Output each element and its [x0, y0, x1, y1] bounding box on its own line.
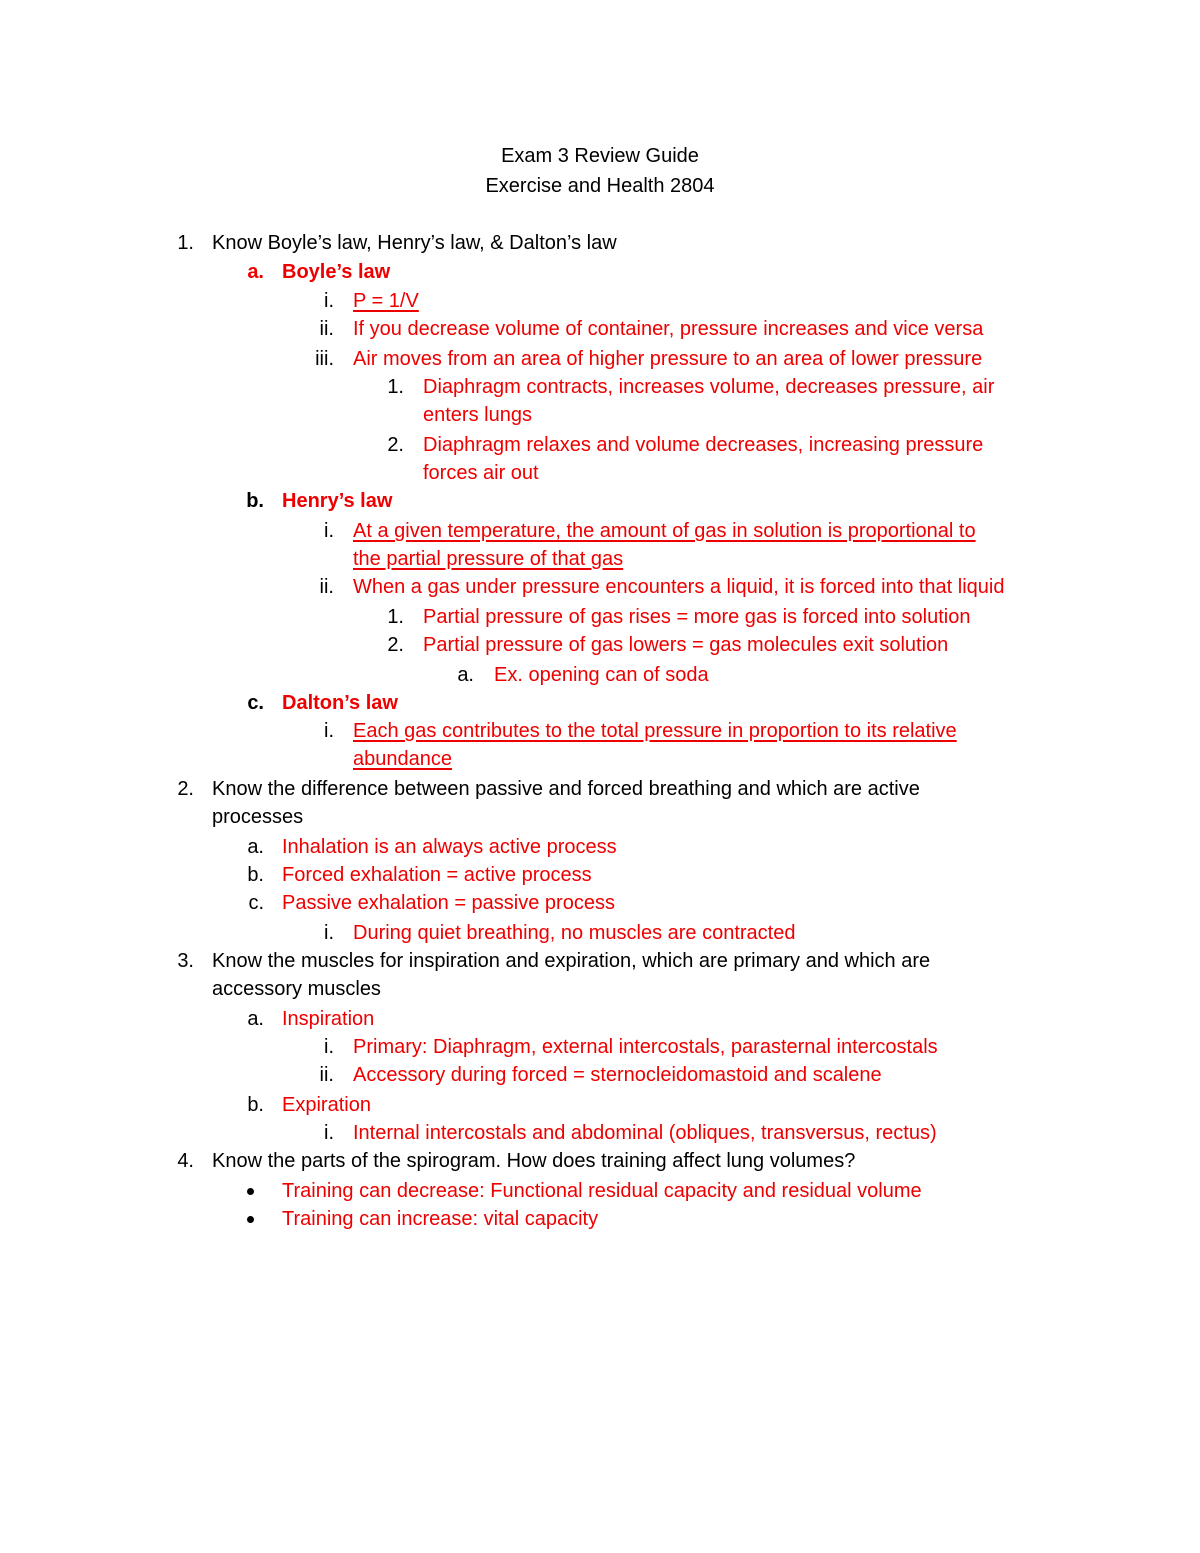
list-item-text: During quiet breathing, no muscles are contracted — [353, 922, 796, 944]
list-item-text: Partial pressure of gas lowers = gas molecules exit solution — [423, 634, 949, 656]
list-marker: ii. — [319, 576, 334, 598]
list-marker: 2. — [177, 778, 194, 800]
list-item-text: Know the difference between passive and forced breathing and which are active — [212, 778, 920, 800]
list-marker: ii. — [319, 318, 334, 340]
list-item-text: Passive exhalation = passive process — [282, 892, 615, 914]
list-item-text: When a gas under pressure encounters a liquid, it is forced into that liquid — [353, 576, 1005, 598]
list-item-text: enters lungs — [423, 404, 532, 426]
list-marker: a. — [457, 664, 474, 686]
list-marker: i. — [324, 720, 334, 742]
list-item-text: Forced exhalation = active process — [282, 864, 592, 886]
list-item-text: Diaphragm relaxes and volume decreases, increasing pressure — [423, 434, 984, 456]
list-item-text: Training can increase: vital capacity — [282, 1208, 599, 1230]
bullet-dot-icon — [247, 1188, 254, 1195]
list-marker: b. — [246, 490, 264, 512]
list-item-text: Inhalation is an always active process — [282, 836, 617, 858]
list-item-text: Accessory during forced = sternocleidomastoid and scalene — [353, 1064, 882, 1086]
list-marker: i. — [324, 1122, 334, 1144]
list-marker: 2. — [387, 434, 404, 456]
list-item-text: Know the muscles for inspiration and expiration, which are primary and which are — [212, 950, 931, 972]
list-item-text: P = 1/V — [353, 290, 419, 312]
list-marker: b. — [247, 864, 264, 886]
list-marker: i. — [324, 1036, 334, 1058]
page-title: Exam 3 Review Guide — [501, 145, 699, 167]
list-marker: c. — [248, 892, 264, 914]
list-item-text: Primary: Diaphragm, external intercostals, parasternal intercostals — [353, 1036, 938, 1058]
list-marker: a. — [247, 836, 264, 858]
list-marker: a. — [247, 1008, 264, 1030]
list-item-text: accessory muscles — [212, 978, 381, 1000]
list-item-text: the partial pressure of that gas — [353, 548, 624, 570]
list-marker: 1. — [387, 376, 404, 398]
list-marker: i. — [324, 520, 334, 542]
list-item-text: Dalton’s law — [282, 692, 398, 714]
list-marker: 2. — [387, 634, 404, 656]
list-marker: 1. — [387, 606, 404, 628]
bullet-dot-icon — [247, 1216, 254, 1223]
list-marker: i. — [324, 290, 334, 312]
list-item-text: forces air out — [423, 462, 539, 484]
list-marker: iii. — [315, 348, 334, 370]
list-item-text: Henry’s law — [282, 490, 393, 512]
list-item-text: Boyle’s law — [282, 261, 391, 283]
list-item-text: Air moves from an area of higher pressure to an area of lower pressure — [353, 348, 983, 370]
list-item-text: Expiration — [282, 1094, 371, 1116]
list-marker: i. — [324, 922, 334, 944]
list-item-text: processes — [212, 806, 304, 828]
list-item-text: Each gas contributes to the total pressure in proportion to its relative — [353, 720, 957, 742]
list-item-text: Internal intercostals and abdominal (obliques, transversus, rectus) — [353, 1122, 937, 1144]
list-item-text: Know the parts of the spirogram. How does training affect lung volumes? — [212, 1150, 856, 1172]
list-item-text: At a given temperature, the amount of gas in solution is proportional to — [353, 520, 976, 542]
list-item-text: Diaphragm contracts, increases volume, decreases pressure, air — [423, 376, 995, 398]
list-marker: 4. — [177, 1150, 194, 1172]
page-subtitle: Exercise and Health 2804 — [485, 175, 715, 197]
list-item-text: Partial pressure of gas rises = more gas is forced into solution — [423, 606, 971, 628]
list-item-text: Training can decrease: Functional residual capacity and residual volume — [282, 1180, 922, 1202]
list-marker: ii. — [319, 1064, 334, 1086]
list-marker: a. — [247, 261, 264, 283]
list-marker: b. — [247, 1094, 264, 1116]
list-item-text: Ex. opening can of soda — [494, 664, 709, 686]
list-item-text: If you decrease volume of container, pressure increases and vice versa — [353, 318, 984, 340]
list-item-text: Know Boyle’s law, Henry’s law, & Dalton’s law — [212, 232, 617, 254]
list-item-text: abundance — [353, 748, 452, 770]
list-marker: 3. — [177, 950, 194, 972]
list-item-text: Inspiration — [282, 1008, 375, 1030]
list-marker: 1. — [177, 232, 194, 254]
list-marker: c. — [247, 692, 264, 714]
